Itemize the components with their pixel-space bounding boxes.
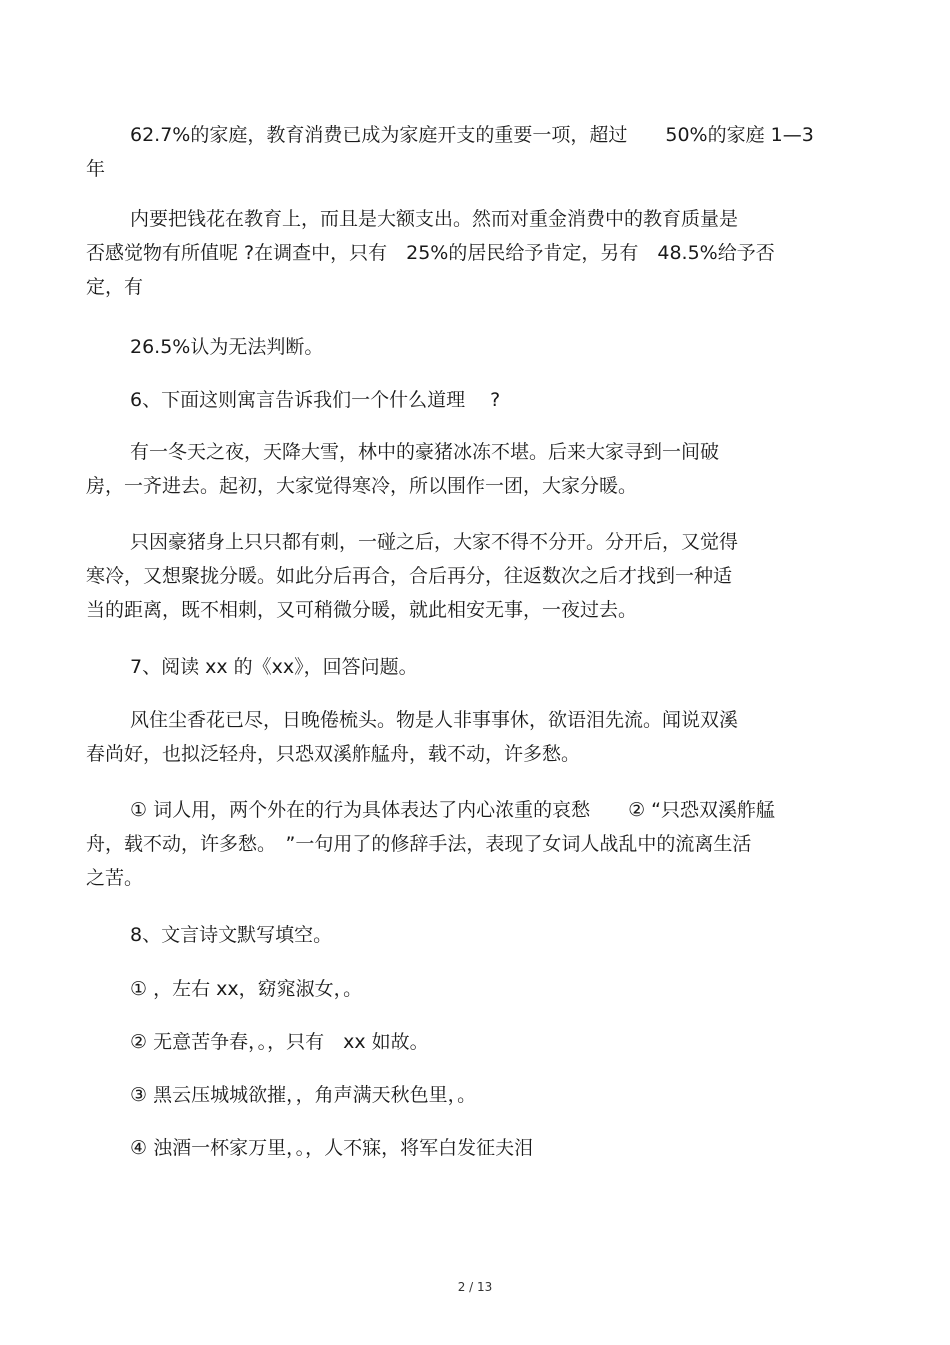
text-line: ① 词人用，两个外在的行为具体表达了内心浓重的哀愁 ② “只恐双溪舴艋	[130, 799, 775, 821]
text-line: ④ 浊酒一杯家万里，。，人不寐，将军白发征夫泪	[130, 1137, 534, 1159]
text-line: 房，一齐进去。起初，大家觉得寒冷，所以围作一团，大家分暖。	[86, 475, 638, 497]
question-7-heading	[86, 650, 866, 684]
text-line: 寒冷，又想聚拢分暖。如此分后再合，合后再分，往返数次之后才找到一种适	[86, 565, 733, 587]
question-8-heading	[86, 918, 866, 952]
text-line: 当的距离，既不相刺，又可稍微分暖，就此相安无事，一夜过去。	[86, 599, 638, 621]
text-line: 6、下面这则寓言告诉我们一个什么道理 ?	[130, 389, 501, 411]
fill-blank-1	[86, 972, 866, 1006]
question-6-heading	[86, 383, 866, 417]
text-line: 年	[86, 158, 106, 180]
fill-blank-3	[86, 1078, 866, 1112]
text-line: 舟，载不动，许多愁。 ”一句用了的修辞手法，表现了女词人战乱中的流离生活	[86, 833, 752, 855]
text-line: ② 无意苦争春，。，只有 xx 如故。	[130, 1031, 429, 1053]
paragraph-1	[86, 118, 866, 186]
text-line: 7、阅读 xx 的《xx》，回答问题。	[130, 656, 418, 678]
paragraph-3	[86, 330, 866, 364]
fill-blank-2	[86, 1025, 866, 1059]
question-7-items	[86, 793, 866, 895]
text-line: 否感觉物有所值呢 ?在调查中，只有 25%的居民给予肯定，另有 48.5%给予否	[86, 242, 775, 264]
text-line: 只因豪猪身上只只都有刺，一碰之后，大家不得不分开。分开后，又觉得	[130, 531, 739, 553]
text-line: 26.5%认为无法判断。	[130, 336, 324, 358]
poem-paragraph	[86, 703, 866, 771]
text-line: 之苦。	[86, 867, 144, 889]
paragraph-fable-1	[86, 435, 866, 503]
text-line: 62.7%的家庭，教育消费已成为家庭开支的重要一项，超过 50%的家庭 1—3	[130, 124, 814, 146]
text-line: 有一冬天之夜，天降大雪，林中的豪猪冰冻不堪。后来大家寻到一间破	[130, 441, 720, 463]
text-line: 春尚好，也拟泛轻舟，只恐双溪舴艋舟，载不动，许多愁。	[86, 743, 581, 765]
text-line: ③ 黑云压城城欲摧，，角声满天秋色里，。	[130, 1084, 477, 1106]
text-line: 定，有	[86, 276, 144, 298]
paragraph-fable-2	[86, 525, 866, 627]
text-line: ① ，左右 xx，窈窕淑女，。	[130, 978, 363, 1000]
paragraph-2	[86, 202, 866, 304]
text-line: 内要把钱花在教育上，而且是大额支出。然而对重金消费中的教育质量是	[130, 208, 739, 230]
text-line: 8、文言诗文默写填空。	[130, 924, 333, 946]
fill-blank-4	[86, 1131, 866, 1165]
text-line: 风住尘香花已尽，日晚倦梳头。物是人非事事休，欲语泪先流。闻说双溪	[130, 709, 739, 731]
page-number: 2 / 13	[457, 1280, 493, 1294]
